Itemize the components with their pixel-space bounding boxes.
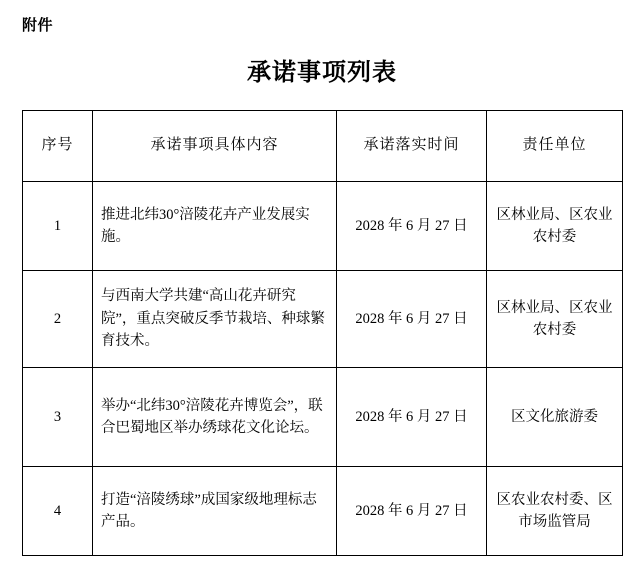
cell-content: 与西南大学共建“高山花卉研究院”，重点突破反季节栽培、种球繁育技术。: [93, 271, 337, 368]
cell-time: 2028 年 6 月 27 日: [337, 182, 487, 271]
table-row: [23, 182, 623, 271]
cell-no: 4: [23, 467, 93, 556]
cell-unit: 区林业局、区农业农村委: [487, 182, 623, 271]
column-header-unit: 责任单位: [487, 111, 623, 182]
cell-content: 推进北纬30°涪陵花卉产业发展实施。: [93, 182, 337, 271]
table-header-row: [23, 111, 623, 182]
cell-unit: 区农业农村委、区市场监管局: [487, 467, 623, 556]
cell-time: 2028 年 6 月 27 日: [337, 467, 487, 556]
promise-table: [22, 110, 623, 556]
table-row: [23, 368, 623, 467]
cell-time: 2028 年 6 月 27 日: [337, 368, 487, 467]
cell-no: 2: [23, 271, 93, 368]
column-header-time: 承诺落实时间: [337, 111, 487, 182]
table-row: [23, 271, 623, 368]
promise-table-container: [22, 110, 622, 556]
table-row: [23, 467, 623, 556]
cell-content: 打造“涪陵绣球”成国家级地理标志产品。: [93, 467, 337, 556]
column-header-content: 承诺事项具体内容: [93, 111, 337, 182]
cell-no: 1: [23, 182, 93, 271]
cell-unit: 区林业局、区农业农村委: [487, 271, 623, 368]
cell-unit: 区文化旅游委: [487, 368, 623, 467]
cell-content: 举办“北纬30°涪陵花卉博览会”，联合巴蜀地区举办绣球花文化论坛。: [93, 368, 337, 467]
column-header-no: 序号: [23, 111, 93, 182]
page-title: 承诺事项列表: [247, 60, 397, 86]
cell-no: 3: [23, 368, 93, 467]
attachment-label: 附件: [22, 18, 54, 34]
cell-time: 2028 年 6 月 27 日: [337, 271, 487, 368]
